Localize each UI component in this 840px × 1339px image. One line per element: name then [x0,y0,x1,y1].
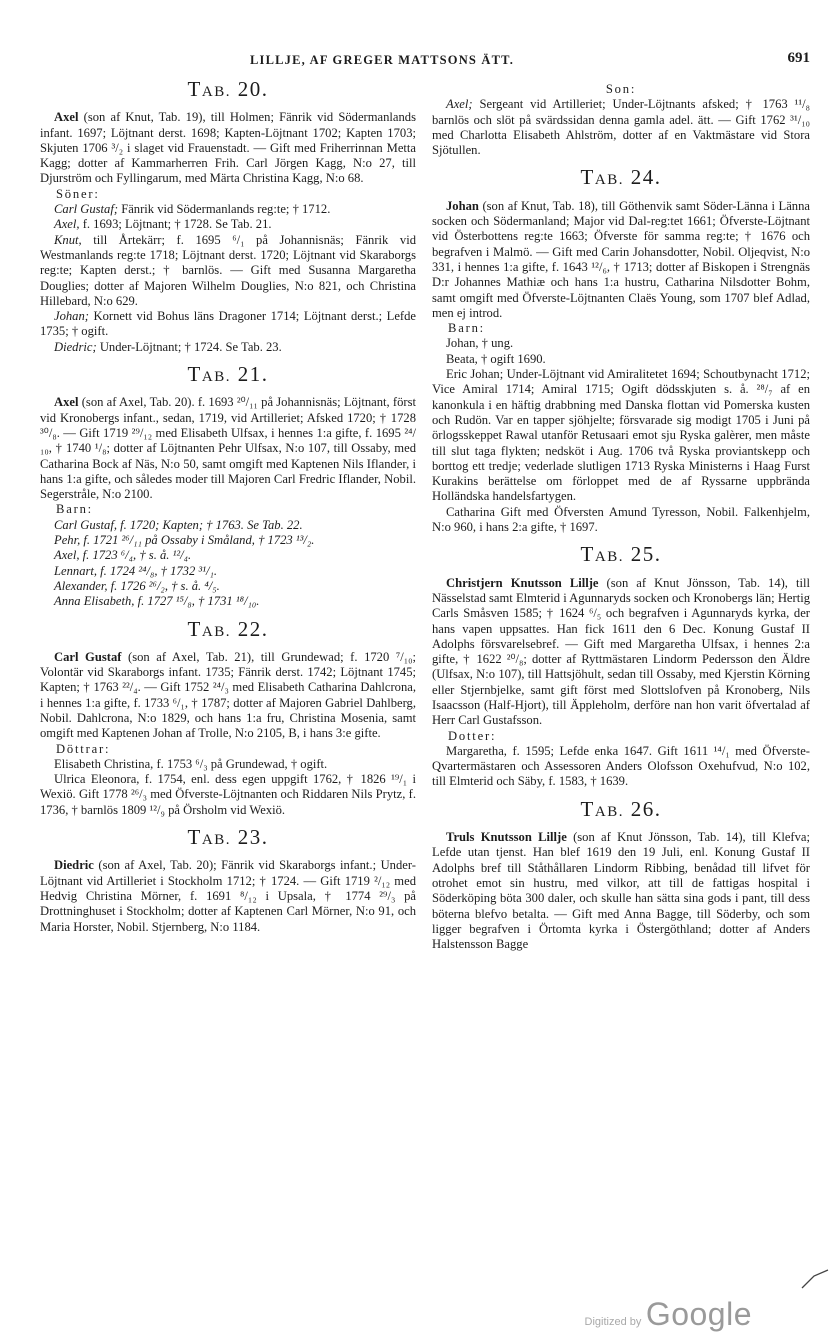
section-tab-24 [432,165,810,535]
section-tab-26 [432,796,810,953]
children-heading: Son: [605,82,637,96]
tab-heading: TAB. 22. [187,616,269,641]
left-column [40,77,417,935]
entry-name: Axel [54,395,79,410]
entry-text [40,858,416,934]
entry-text [432,576,810,729]
child-name: Axel; [446,97,473,112]
tab-heading: TAB. 24. [580,165,662,190]
child-text: Under-Löjtnant; † 1724. Se Tab. 23. [99,339,282,354]
entry-body: (son af Axel, Tab. 20); Fänrik vid Skaraborgs infant.; Under-Löjtnant vid Artilleriet i Stockholm 1712; † 1724. — Gift 1719 ²/₁₂ med Hedvig Christina Mörner, f. 1691 ⁸/₁₂ i Upsala, † 1774 ²⁹/₃ på Drottninghuset i Stockholm; dotter af Kaptenen Carl Mörner, N:o 91, och Maria Horster, Nobil. Stjernberg, N:o 1184. [40,858,416,934]
section-son-continuation [432,82,810,158]
tab-heading: TAB. 20. [187,77,269,101]
child-entry: Johan, † ung. [446,336,514,351]
child-entry: Beata, † ogift 1690. [446,351,546,366]
page-number: 691 [787,50,810,66]
right-column [432,82,810,952]
children-heading: Barn: [56,502,93,517]
entry-body: (son af Axel, Tab. 21), till Grundewad; f. 1720 ⁷/₁₀; Volontär vid Skaraborgs infant. 1735; Fänrik derst. 1742; Löjtnant 1745; Kapten; † 1763 ²²/₄. — Gift 1752 ²⁴/₃ med Elisabeth Catharina Dahlcrona, i hennes 1:a gifte, f. 1733 ⁶/₁, † 1787; dotter af Majoren Gabriel Dahlberg, Nobil. Dahlcrona, N:o 1829, och hans 1:a fru, Christina Mosenia, samt omgift med Kaptenen Johan af Trolle, N:o 2105, B, i hans 3:e gifte. [40,649,417,741]
section-tab-21 [40,362,416,609]
children-heading: Dotter: [448,728,497,743]
child-entry: Alexander, f. 1726 ²⁶/₂, † s. å. ⁴/₅. [54,578,220,593]
entry-text [40,650,416,742]
section-tab-20 [40,77,417,355]
section-tab-22 [40,616,417,819]
tab-heading: TAB. 21. [187,362,269,387]
child-entry: Eric Johan; Under-Löjtnant vid Amiralitetet 1694; Schoutbynacht 1712; Vice Amiral 1714; Amiral 1715; Ogift dödsskjuten s. å. ²⁸/₇ af en kanonkula i en häftig drabbning med Danska flottan vid Pomerska kusten och Rudön. Var en tapper sjöhjelte; försvarade sig modigt 1705 i Juni på örlogsskeppet Rawal utanför Retusaari emot sju Ryska galèrer, men måste till slut taga flykten; nedsköt i Aug. 1706 två Ryska proviantskepp och borttog ett tredje; vederlade slutligen 1713 Ryska Ministerns i Haag Furst Kurakins berättelse om förloppet med de af Ryssarne uppbrända Holländska handelsfartygen. [432,367,810,504]
entry-name: Carl Gustaf [54,649,122,664]
child-entry: Catharina Gift med Öfversten Amund Tyresson, Nobil. Falkenhjelm, N:o 960, i hans 2:a gifte, † 1697. [432,504,810,535]
section-tab-23 [40,825,416,935]
entry-name: Truls Knutsson Lillje [446,830,567,845]
tab-heading: TAB. 25. [580,542,662,567]
entry-body: (son af Knut Jönsson, Tab. 14), till Nässelstad samt Elmterid i Agunnaryds socken och Kronobergs län; Hertig Carls Småsven 1585; † 1624 ⁶/₅ och begrafven i Agunnaryds kyrka, der hans vapen uppsattes. Han fick 1611 den 6 Dec. Konung Gustaf II Adolphs försvarelsebref. — Gift med Margaretha Ulfsax, i hennes 2:a gifte, † 1622 ²⁰/₈; dotter af Ryttmästaren Lindorm Pedersson den Äldre (Ulfsax, N:o 107), till Hattsjöhult, sedan till Ossaby, med Kjerstin Körning eller Stjernbjelke, samt gift först med Slottslofven på Kronoberg, Nils Isaacsson (Half-Hjort), till Äppleholm, derföre nan hon varit öfvertalad af Herr Carl Gustafsson. [432,575,810,728]
child-entry [432,97,810,158]
child-text: f. 1693; Löjtnant; † 1728. Se Tab. 21. [82,217,272,232]
child-entry: Carl Gustaf, f. 1720; Kapten; † 1763. Se Tab. 22. [54,517,303,532]
children-heading: Barn: [448,321,485,336]
entry-name: Axel [54,110,79,125]
child-name: Carl Gustaf; [54,202,119,217]
entry-body: (son af Knut, Tab. 18), till Göthenvik samt Söder-Länna i Länna socken och Södermanland; Major vid Dal-reg:tet 1661; Öfverste-Löjtnant vid Österbottens reg:te 1663; Öfverste för samma reg:te; † 1676 och begrafven i Malmö. — Gift med Carin Johansdotter, Nobil. Oljeqvist, N:o 331, i hennes 1:a gifte, f. 1643 ¹²/₆, † 1713; dotter af Biskopen i Strengnäs D:r Johannes Mathiæ och hans 1:a hustru, Catharina Nilsdotter Bohm, samt omgift med Öfverste-Löjtnanten Claës Young, som 1707 blef Adlad, men ej introd. [432,198,810,320]
child-entry: Axel, f. 1723 ⁶/₄, † s. å. ¹²/₄. [54,548,192,563]
entry-name: Christjern Knutsson Lillje [446,575,599,590]
google-watermark [585,1296,753,1333]
children-heading: Söner: [56,186,100,201]
child-name: Johan; [54,309,89,324]
tab-heading: TAB. 26. [580,796,662,821]
child-entry: Lennart, f. 1724 ²⁴/₈, † 1732 ³¹/₁. [54,563,217,578]
page-header [0,50,840,74]
entry-body: (son af Axel, Tab. 20). f. 1693 ²⁰/₁₁ på Johannisnäs; Löjtnant, först vid Kronobergs infant., sedan, 1719, vid Artilleriet; Afsked 1720; † 1728 ³⁰/₈. — Gift 1719 ²⁹/₁₂ med Elisabeth Ulfsax, i hennes 1:a gifte, f. 1695 ²⁴/₁₀, † 1740 ¹/₈; dotter af Löjtnanten Pehr Ulfsax, N:o 107, till Ossaby, med Catharina Bock af Näs, N:o 50, samt omgift med Kaptenen Nils Iflander, i hans 1:a gifte, och således moder till Majoren Carl Fredric Iflander, Nobil. Segerstråle, N:o 2100. [40,395,416,502]
child-text: till Årtekärr; f. 1695 ⁶/₁ på Johannisnäs; Fänrik vid Westmanlands reg:te 1718; Löjtnant derst. 1720; Löjtnant vid Skaraborgs reg:te; Kapten derst.; † barnlös. — Gift med Susanna Margaretha Douglies; dotter af Majoren Wilhelm Douglies, N:o 821, och Christina Hillebard, N:o 629. [40,232,416,308]
entry-name: Diedric [54,858,94,873]
child-entry: Pehr, f. 1721 ²⁶/₁₁ på Ossaby i Småland, † 1723 ¹³/₂. [54,533,315,548]
entry-text [40,395,416,502]
child-text: Kornett vid Bohus läns Dragoner 1714; Löjtnant derst.; Lefde 1735; † ogift. [40,309,416,339]
tab-heading: TAB. 23. [187,825,269,850]
running-title: LILLJE, AF GREGER MATTSONS ÄTT. [250,53,515,67]
entry-text [432,199,810,321]
child-entry: Elisabeth Christina, f. 1753 ⁶/₃ på Grundewad, † ogift. [54,756,328,771]
google-wordmark: Google [645,1296,752,1332]
child-entry [40,202,416,217]
entry-body: (son af Knut, Tab. 19), till Holmen; Fänrik vid Södermanlands infant. 1697; Löjtnant derst. 1698; Kapten-Löjtnant 1702; Kapten 1703; Skjuten 1706 ³/₂ i slaget vid Frauenstadt. — Gift med Friherrinnan Metta Kagg; dotter af Kammarherren Frih. Carl Jörgen Kagg, N:o 27, till Djurström och Fyllingarum, med Märta Christina Kagg, N:o 68. [40,110,417,186]
digitized-by-label: Digitized by [584,1316,642,1328]
child-entry: Anna Elisabeth, f. 1727 ¹⁵/₈, † 1731 ¹⁸/₁₀. [54,594,260,609]
pen-stroke-icon [800,1268,830,1290]
entry-text [432,830,810,952]
child-text: Sergeant vid Artilleriet; Under-Löjtnants afsked; † 1763 ¹¹/₈ barnlös och slöt på svärdssidan denna gamla adel. ätt. — Gift 1762 ³¹/₁₀ med Charlotta Elisabeth Ahlström, dotter af en Vaktmästare vid Stora Sjötullen. [432,97,811,158]
child-entry [40,309,416,340]
child-name: Diedric; [54,339,97,354]
child-name: Axel, [54,217,80,232]
child-entry [40,233,416,309]
children-heading: Döttrar: [56,741,111,756]
entry-name: Johan [446,198,479,213]
entry-body: (son af Knut Jönsson, Tab. 14), till Klefva; Lefde utan tjenst. Han blef 1619 den 19 Juli, enl. Konung Gustaf II Adolphs bref till Ståthållaren Lindorm Ribbing, benådad till lifvet för otrohet emot sin hustru, med vilkor, att till de fattigas hospital i Söderköping böta 300 daler, och skulle han sätta sina gods i pant, till dess böterna blefvo betalta. — Gift med Anna Bagge, till Söderby, och som ligger begrafven i Örtomta kyrka i Östergöthland; dotter af Anders Halstensson Bagge [432,830,810,952]
section-tab-25 [432,542,810,789]
child-text: Fänrik vid Södermanlands reg:te; † 1712. [121,202,331,217]
child-entry: Ulrica Eleonora, f. 1754, enl. dess egen uppgift 1762, † 1826 ¹⁹/₁ i Wexiö. Gift 1778 ²⁶/₃ med Öfverste-Löjtnanten och Riddaren Nils Prytz, f. 1736, † barnlös 1809 ¹²/₉ på Örsholm vid Wexiö. [40,772,416,817]
child-name: Knut, [54,232,82,247]
child-entry: Margaretha, f. 1595; Lefde enka 1647. Gift 1611 ¹⁴/₁ med Öfverste-Qvartermästaren och Assessoren Anders Olofsson Oxehufvud, N:o 102, till Elmterid och Säby, f. 1583, † 1639. [432,743,810,789]
child-entry [40,217,416,232]
entry-text [40,110,416,186]
child-entry [40,340,416,355]
